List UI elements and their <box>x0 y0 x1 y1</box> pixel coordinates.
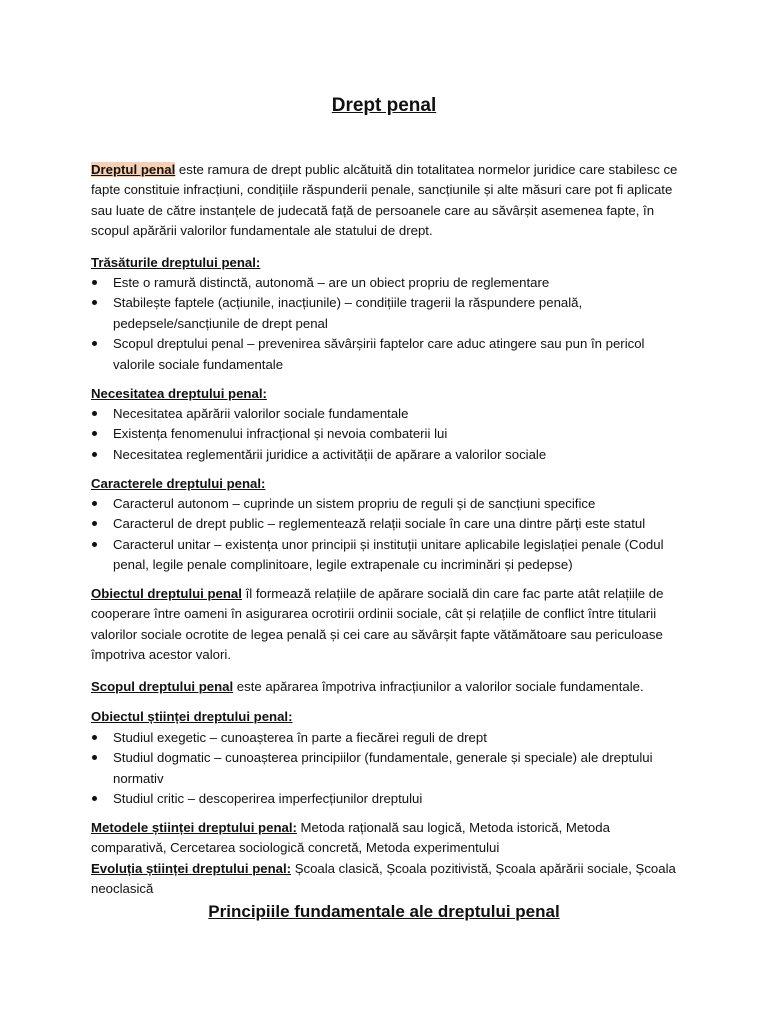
list-item: Necesitatea apărării valorilor sociale fundamentale <box>91 404 681 424</box>
section-heading-trasaturi: Trăsăturile dreptului penal: <box>91 255 261 270</box>
scop-term: Scopul dreptului penal <box>91 679 234 694</box>
metode-paragraph <box>91 818 681 859</box>
scop-text: este apărarea împotriva infracțiunilor a valorilor sociale fundamentale. <box>233 679 644 694</box>
evolutie-text: Școala clasică, Școala pozitivistă, Școala apărării sociale, Școala neoclasică <box>91 861 676 897</box>
trasaturi-list <box>91 273 681 375</box>
list-item: Caracterul autonom – cuprinde un sistem propriu de reguli și de sancțiuni specifice <box>91 494 681 514</box>
section-heading-obiect-stiinta: Obiectul științei dreptului penal: <box>91 709 293 724</box>
list-item: Studiul critic – descoperirea imperfecțiunilor dreptului <box>91 789 681 809</box>
list-item: Este o ramură distinctă, autonomă – are un obiect propriu de reglementare <box>91 273 681 293</box>
list-item: Scopul dreptului penal – prevenirea săvârșirii faptelor care aduc atingere sau pun în pericol valorile sociale fundamentale <box>91 334 681 375</box>
obiect-stiinta-list <box>91 728 681 810</box>
list-item: Necesitatea reglementării juridice a activității de apărare a valorilor sociale <box>91 445 681 465</box>
list-item: Studiul dogmatic – cunoașterea principiilor (fundamentale, generale și speciale) ale dreptului normativ <box>91 748 681 789</box>
list-item: Caracterul unitar – existența unor principii și instituții unitare aplicabile legislației penale (Codul penal, legile penale complinitoare, legile extrapenale cu incriminări și pedepse) <box>91 535 681 576</box>
metode-term: Metodele științei dreptului penal: <box>91 820 297 835</box>
intro-text: este ramura de drept public alcătuită din totalitatea normelor juridice care stabilesc ce fapte constituie infracțiuni, condițiile răspunderii penale, sancțiunile și alte măsuri care pot fi aplicate sau luate de către instanțele de judecată față de persoanele care au săvârșit asemenea fapte, în scopul apărării valorilor fundamentale ale statului de drept. <box>91 162 678 239</box>
necesitate-list <box>91 404 681 465</box>
obiect-paragraph <box>91 584 681 666</box>
highlighted-term: Dreptul penal <box>91 162 176 177</box>
metode-text: Metoda rațională sau logică, Metoda istorică, Metoda comparativă, Cercetarea sociologică concretă, Metoda experimentului <box>91 820 610 856</box>
list-item: Caracterul de drept public – reglementează relații sociale în care una dintre părți este statul <box>91 514 681 534</box>
caractere-list <box>91 494 681 576</box>
list-item: Studiul exegetic – cunoașterea în parte a fiecărei reguli de drept <box>91 728 681 748</box>
list-item: Stabilește faptele (acțiunile, inacțiunile) – condițiile tragerii la răspundere penală, pedepsele/sancțiunile de drept penal <box>91 293 681 334</box>
section-title-principii: Principiile fundamentale ale dreptului penal <box>208 902 560 921</box>
scop-paragraph <box>91 677 681 697</box>
evolutie-term: Evoluția științei dreptului penal: <box>91 861 292 876</box>
page-title: Drept penal <box>331 95 437 116</box>
evolutie-paragraph <box>91 859 681 900</box>
section-heading-caractere: Caracterele dreptului penal: <box>91 476 266 491</box>
intro-paragraph <box>91 160 681 242</box>
section-heading-necesitate: Necesitatea dreptului penal: <box>91 386 267 401</box>
obiect-text: îl formează relațiile de apărare socială din care fac parte atât relațiile de cooperare între oameni în asigurarea ocrotirii ordinii sociale, cât și relațiile de conflict între titularii valorilor sociale ocrotite de legea penală și cei care au săvârșit fapte vătămătoare sau periculoase împotriva acestor valori. <box>91 586 664 663</box>
obiect-term: Obiectul dreptului penal <box>91 586 242 601</box>
list-item: Existența fenomenului infracțional și nevoia combaterii lui <box>91 424 681 444</box>
